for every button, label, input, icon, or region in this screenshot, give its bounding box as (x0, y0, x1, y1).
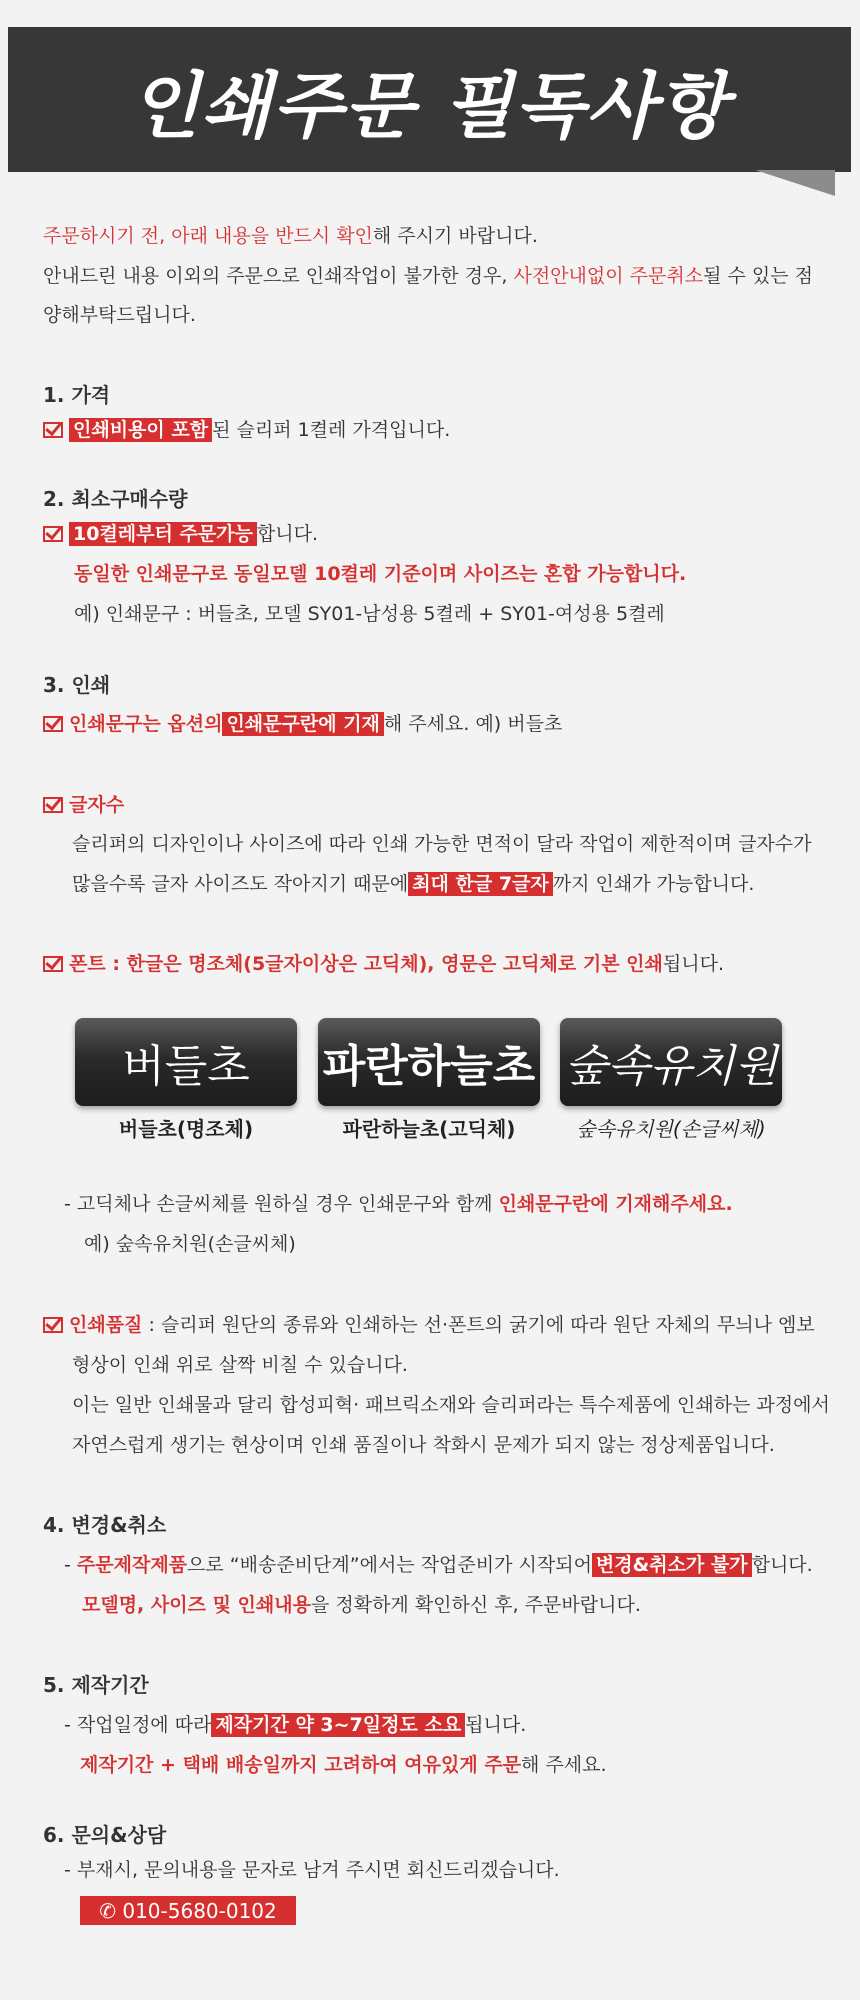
char-limit-label: 글자수 (43, 793, 124, 817)
section-2-note: 동일한 인쇄문구로 동일모델 10켤레 기준이며 사이즈는 혼합 가능합니다. (74, 563, 687, 585)
sample-plate-myeongjo: 버들초 (75, 1018, 297, 1106)
quality-line-1: 인쇄품질 : 슬리퍼 원단의 종류와 인쇄하는 선·폰트의 굵기에 따라 원단 자체의 무늬나 엠보 (43, 1313, 815, 1337)
sample-plate-gothic: 파란하늘초 (318, 1018, 540, 1106)
font-note-example: 예) 숲속유치원(손글씨체) (84, 1233, 296, 1255)
font-line: 폰트 : 한글은 명조체(5글자이상은 고딕체), 영문은 고딕체로 기본 인쇄됩니다. (43, 952, 724, 976)
section-5-heading: 5. 제작기간 (43, 1673, 149, 1697)
intro-line-1: 주문하시기 전, 아래 내용을 반드시 확인해 주시기 바랍니다. (43, 225, 538, 247)
char-limit-line-1: 슬리퍼의 디자인이나 사이즈에 따라 인쇄 가능한 면적이 달라 작업이 제한적이며 글자수가 (72, 833, 812, 855)
checkbox-icon (43, 716, 63, 732)
intro-line-2: 안내드린 내용 이외의 주문으로 인쇄작업이 불가한 경우, 사전안내없이 주문취소될 수 있는 점 (43, 265, 813, 287)
checkbox-icon (43, 1317, 63, 1333)
sample-caption-gothic: 파란하늘초(고딕체) (342, 1117, 516, 1141)
banner-curl (755, 170, 835, 196)
section-2-heading: 2. 최소구매수량 (43, 487, 188, 511)
section-1-heading: 1. 가격 (43, 383, 111, 407)
checkbox-icon (43, 797, 63, 813)
checkbox-icon (43, 422, 63, 438)
section-5-note: 제작기간 + 택배 배송일까지 고려하여 여유있게 주문해 주세요. (80, 1754, 607, 1776)
sample-plate-handwriting: 숲속유치원 (560, 1018, 782, 1106)
section-1-line: 인쇄비용이 포함 된 슬리퍼 1켤레 가격입니다. (43, 418, 450, 442)
section-5-line: - 작업일정에 따라 제작기간 약 3~7일정도 소요 됩니다. (64, 1714, 527, 1736)
section-4-note: 모델명, 사이즈 및 인쇄내용을 정확하게 확인하신 후, 주문바랍니다. (82, 1594, 641, 1616)
section-3-heading: 3. 인쇄 (43, 673, 111, 697)
sample-caption-myeongjo: 버들초(명조체) (118, 1117, 254, 1141)
section-6-line: - 부재시, 문의내용을 문자로 남겨 주시면 회신드리겠습니다. (64, 1859, 560, 1881)
section-4-line: - 주문제작제품으로 “배송준비단계”에서는 작업준비가 시작되어 변경&취소가 불가 합니다. (64, 1554, 813, 1576)
section-6-heading: 6. 문의&상담 (43, 1823, 167, 1847)
quality-line-3: 이는 일반 인쇄물과 달리 합성피혁· 패브릭소재와 슬리퍼라는 특수제품에 인쇄하는 과정에서 (72, 1394, 830, 1416)
sample-caption-handwriting: 숲속유치원(손글씨체) (576, 1117, 766, 1141)
phone-number[interactable]: ✆ 010-5680-0102 (80, 1896, 296, 1925)
section-2-line: 10켤레부터 주문가능 합니다. (43, 522, 318, 546)
section-3-line: 인쇄문구는 옵션의 인쇄문구란에 기재 해 주세요. 예) 버들초 (43, 712, 562, 736)
section-4-heading: 4. 변경&취소 (43, 1513, 167, 1537)
checkbox-icon (43, 526, 63, 542)
page-title: 인쇄주문 필독사항 (129, 63, 730, 148)
char-limit-line-2: 많을수록 글자 사이즈도 작아지기 때문에 최대 한글 7글자 까지 인쇄가 가능합니다. (72, 873, 755, 895)
title-banner (8, 27, 851, 172)
font-note-line: - 고딕체나 손글씨체를 원하실 경우 인쇄문구와 함께 인쇄문구란에 기재해주세요. (64, 1193, 733, 1215)
section-2-example: 예) 인쇄문구 : 버들초, 모델 SY01-남성용 5켤레 + SY01-여성용 5켤레 (74, 603, 665, 625)
quality-line-2: 형상이 인쇄 위로 살짝 비칠 수 있습니다. (72, 1354, 408, 1376)
intro-line-3: 양해부탁드립니다. (43, 304, 196, 326)
checkbox-icon (43, 956, 63, 972)
quality-line-4: 자연스럽게 생기는 현상이며 인쇄 품질이나 착화시 문제가 되지 않는 정상제품입니다. (72, 1434, 775, 1456)
